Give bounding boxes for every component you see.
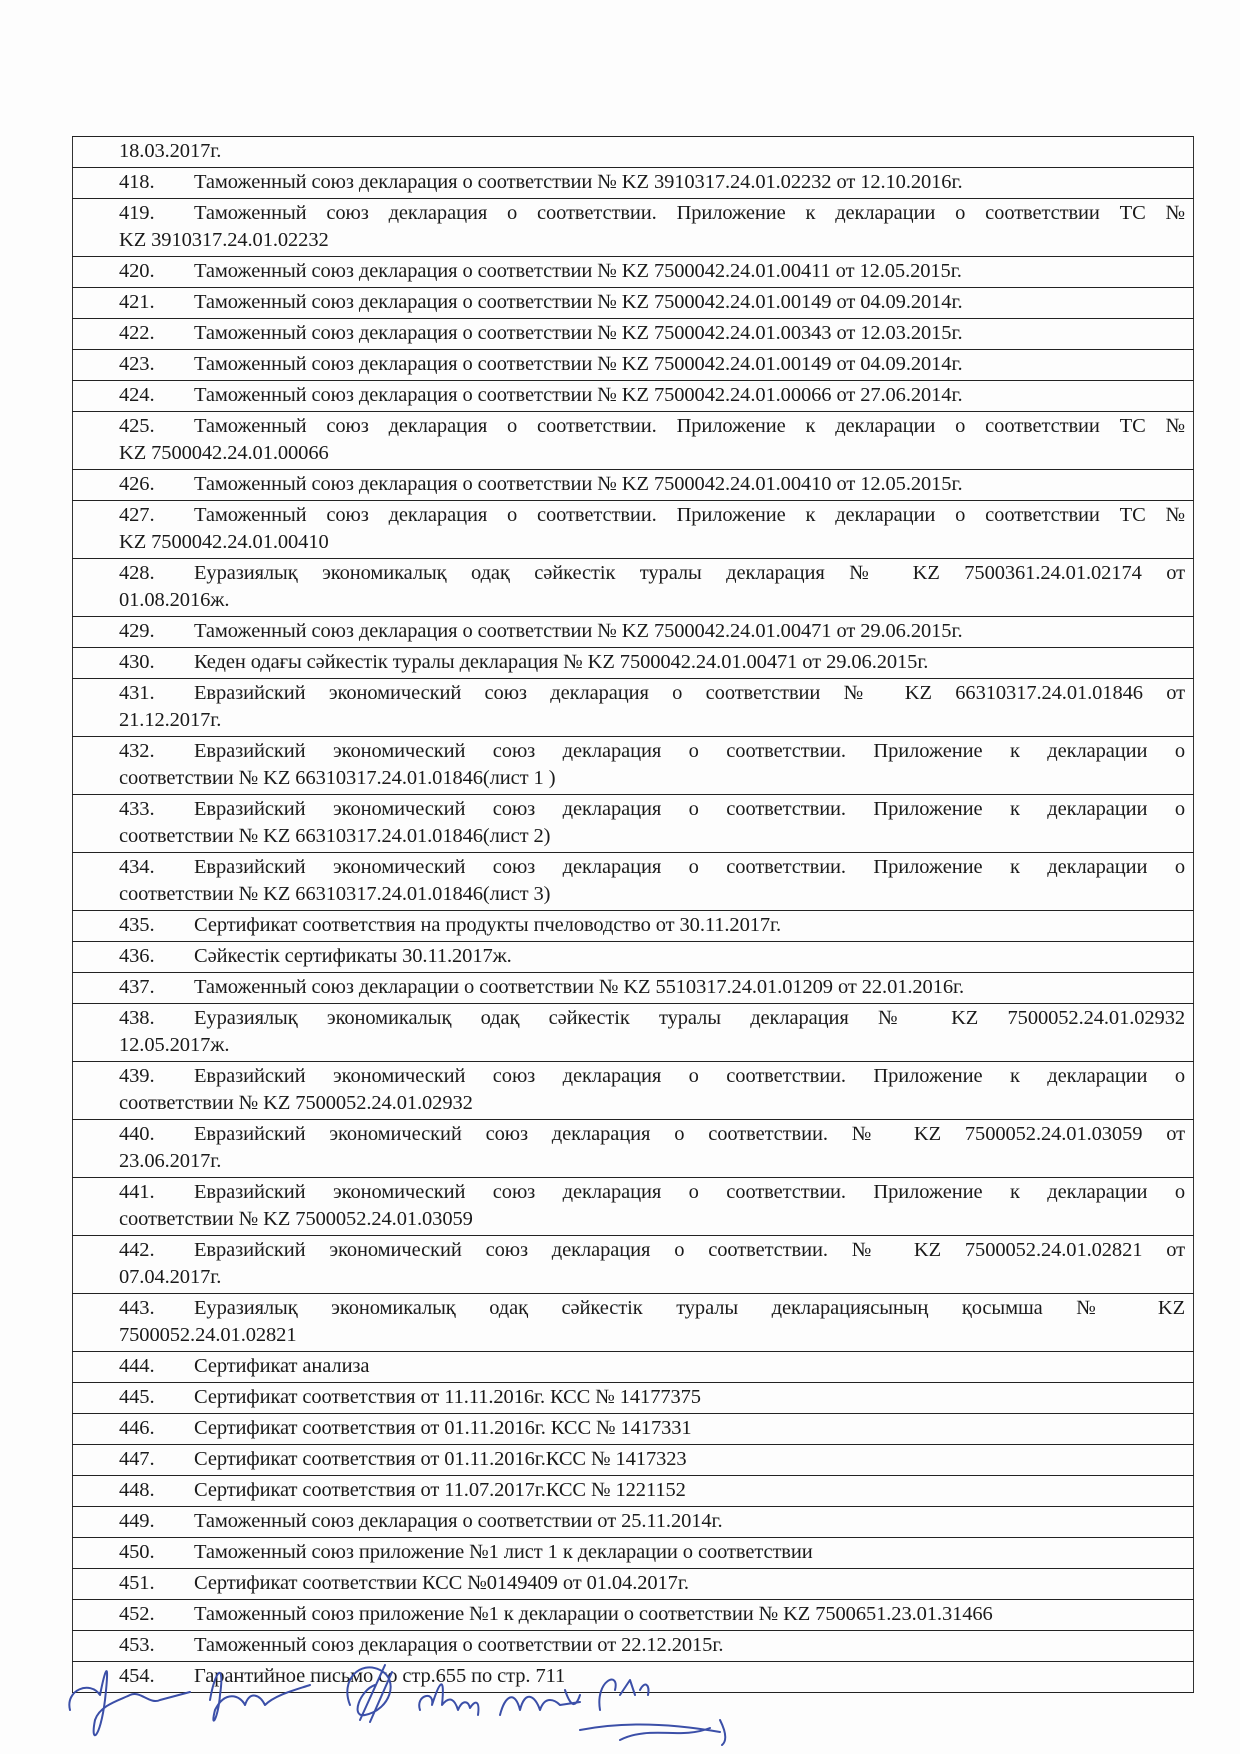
continuation-text: 18.03.2017г.	[119, 140, 222, 162]
row-text: Таможенный союз декларация о соответствии № KZ 7500042.24.01.00149 от 04.09.2014г.	[194, 291, 963, 313]
row-number: 422.	[119, 322, 155, 344]
table-row	[73, 795, 1194, 853]
row-cell	[73, 199, 1194, 257]
row-text: Гарантийное письмо со стр.655 по стр. 711	[194, 1665, 566, 1687]
row-text-continuation: соответствии № KZ 7500052.24.01.02932	[119, 1092, 473, 1114]
row-text-continuation: KZ 3910317.24.01.02232	[119, 229, 329, 251]
table-row	[73, 1062, 1194, 1120]
row-text: Таможенный союз декларация о соответствии. Приложение к декларации о соответствии ТС №	[194, 504, 1185, 526]
row-number: 425.	[119, 415, 155, 437]
row-text: Таможенный союз декларация о соответствии № KZ 7500042.24.01.00066 от 27.06.2014г.	[194, 384, 963, 406]
row-line-1	[119, 974, 1185, 1001]
row-text-continuation: 23.06.2017г.	[119, 1150, 222, 1172]
table-row	[73, 381, 1194, 412]
row-number: 445.	[119, 1386, 155, 1408]
row-text: Сертификат соответствия на продукты пчеловодство от 30.11.2017г.	[194, 914, 782, 936]
row-text: Сертификат соответствия от 01.11.2016г. КСС № 1417331	[194, 1417, 692, 1439]
row-line-1	[119, 471, 1185, 498]
row-text-continuation: KZ 7500042.24.01.00066	[119, 442, 329, 464]
signature-6	[580, 1680, 725, 1745]
row-line-1	[119, 1570, 1185, 1597]
row-line-1	[119, 200, 1185, 227]
table-row	[73, 1414, 1194, 1445]
row-line-1	[119, 1121, 1185, 1148]
row-number: 433.	[119, 798, 155, 820]
table-row	[73, 1476, 1194, 1507]
table-row	[73, 1383, 1194, 1414]
row-text: Таможенный союз декларация о соответствии от 22.12.2015г.	[194, 1634, 724, 1656]
row-number: 440.	[119, 1123, 155, 1145]
row-text: Евразийский экономический союз декларация о соответствии. Приложение к декларации о	[194, 798, 1185, 820]
row-text: Евразийский экономический союз декларация о соответствии. Приложение к декларации о	[194, 856, 1185, 878]
signature-5	[500, 1690, 580, 1715]
row-line-1	[119, 912, 1185, 939]
row-number: 438.	[119, 1007, 155, 1029]
row-line-1	[119, 382, 1185, 409]
row-line-1	[119, 1353, 1185, 1380]
row-line-1	[119, 1508, 1185, 1535]
row-number: 427.	[119, 504, 155, 526]
row-number: 432.	[119, 740, 155, 762]
row-cell	[73, 1445, 1194, 1476]
row-number: 436.	[119, 945, 155, 967]
row-text-continuation: 7500052.24.01.02821	[119, 1324, 297, 1346]
row-number: 420.	[119, 260, 155, 282]
table-row	[73, 1445, 1194, 1476]
table-row	[73, 350, 1194, 381]
row-text: Евразийский экономический союз декларация о соответствии. Приложение к декларации о	[194, 1065, 1185, 1087]
row-line-1	[119, 1295, 1185, 1322]
row-line-1	[119, 1063, 1185, 1090]
signature-4	[419, 1684, 478, 1715]
row-text: Таможенный союз приложение №1 лист 1 к декларации о соответствии	[194, 1541, 813, 1563]
row-line-1	[119, 560, 1185, 587]
row-cell	[73, 288, 1194, 319]
table-row	[73, 911, 1194, 942]
row-line-1	[119, 943, 1185, 970]
row-cell	[73, 381, 1194, 412]
row-line-1	[119, 796, 1185, 823]
row-cell	[73, 501, 1194, 559]
row-number: 429.	[119, 620, 155, 642]
table-row	[73, 319, 1194, 350]
row-cell	[73, 1294, 1194, 1352]
table-row	[73, 648, 1194, 679]
row-number: 454.	[119, 1665, 155, 1687]
row-line-1	[119, 1446, 1185, 1473]
row-number: 444.	[119, 1355, 155, 1377]
row-cell	[73, 911, 1194, 942]
row-line-1	[119, 1005, 1185, 1032]
row-text: Таможенный союз декларация о соответствии № KZ 7500042.24.01.00471 от 29.06.2015г.	[194, 620, 963, 642]
table-row	[73, 1507, 1194, 1538]
row-cell	[73, 1383, 1194, 1414]
row-text: Сәйкестік сертификаты 30.11.2017ж.	[194, 945, 512, 967]
row-text-continuation: соответствии № KZ 7500052.24.01.03059	[119, 1208, 473, 1230]
row-number: 452.	[119, 1603, 155, 1625]
row-cell	[73, 319, 1194, 350]
row-cell	[73, 1236, 1194, 1294]
table-row	[73, 559, 1194, 617]
row-line-1	[119, 1539, 1185, 1566]
row-number: 451.	[119, 1572, 155, 1594]
row-text-continuation: соответствии № KZ 66310317.24.01.01846(лист 1 )	[119, 767, 556, 789]
row-line-1	[119, 1179, 1185, 1206]
row-number: 426.	[119, 473, 155, 495]
row-text: Таможенный союз декларация о соответствии № KZ 7500042.24.01.00411 от 12.05.2015г.	[194, 260, 962, 282]
row-cell	[73, 942, 1194, 973]
row-cell	[73, 973, 1194, 1004]
row-text-continuation: 07.04.2017г.	[119, 1266, 222, 1288]
row-text-continuation: 01.08.2016ж.	[119, 589, 230, 611]
row-cell	[73, 350, 1194, 381]
row-number: 434.	[119, 856, 155, 878]
row-text-continuation: соответствии № KZ 66310317.24.01.01846(лист 2)	[119, 825, 551, 847]
table-row	[73, 1004, 1194, 1062]
continuation-row	[73, 137, 1194, 168]
table-row	[73, 942, 1194, 973]
row-text: Евразийский экономический союз декларация о соответствии. № KZ 7500052.24.01.02821 от	[194, 1239, 1185, 1261]
row-text: Евразийский экономический союз декларация о соответствии. Приложение к декларации о	[194, 1181, 1185, 1203]
table-row	[73, 1178, 1194, 1236]
table-row	[73, 501, 1194, 559]
table-row	[73, 853, 1194, 911]
row-cell	[73, 559, 1194, 617]
row-cell	[73, 1476, 1194, 1507]
row-cell	[73, 1004, 1194, 1062]
row-line-1	[119, 1384, 1185, 1411]
row-number: 421.	[119, 291, 155, 313]
row-cell	[73, 412, 1194, 470]
row-text: Еуразиялық экономикалық одақ сәйкестік туралы декларация № KZ 7500361.24.01.02174 от	[194, 562, 1185, 584]
row-cell	[73, 1414, 1194, 1445]
row-line-1	[119, 320, 1185, 347]
row-cell	[73, 1352, 1194, 1383]
row-number: 443.	[119, 1297, 155, 1319]
row-text: Сертификат соответствии КСС №0149409 от 01.04.2017г.	[194, 1572, 689, 1594]
row-text: Таможенный союз декларация о соответствии. Приложение к декларации о соответствии ТС №	[194, 415, 1185, 437]
table-row	[73, 973, 1194, 1004]
row-text: Сертификат соответствия от 11.11.2016г. КСС № 14177375	[194, 1386, 701, 1408]
row-line-1	[119, 169, 1185, 196]
row-line-1	[119, 413, 1185, 440]
row-text: Таможенный союз декларация о соответствии № KZ 7500042.24.01.00343 от 12.03.2015г.	[194, 322, 963, 344]
row-text-continuation: 21.12.2017г.	[119, 709, 222, 731]
table-row	[73, 257, 1194, 288]
row-cell	[73, 679, 1194, 737]
row-cell	[73, 1178, 1194, 1236]
row-number: 419.	[119, 202, 155, 224]
document-list-table	[72, 136, 1194, 1693]
row-number: 450.	[119, 1541, 155, 1563]
table-row	[73, 168, 1194, 199]
table-row	[73, 1352, 1194, 1383]
row-line-1	[119, 502, 1185, 529]
row-text: Евразийский экономический союз декларация о соответствии. № KZ 7500052.24.01.03059 от	[194, 1123, 1185, 1145]
row-line-1	[119, 351, 1185, 378]
signature-3	[347, 1665, 392, 1722]
row-line-1	[119, 1237, 1185, 1264]
document-page	[72, 136, 1194, 1693]
row-text-continuation: 12.05.2017ж.	[119, 1034, 230, 1056]
row-text: Таможенный союз декларация о соответствии № KZ 7500042.24.01.00410 от 12.05.2015г.	[194, 473, 963, 495]
row-text: Евразийский экономический союз декларация о соответствии № KZ 66310317.24.01.01846 от	[194, 682, 1185, 704]
row-text-continuation: KZ 7500042.24.01.00410	[119, 531, 329, 553]
row-line-1	[119, 1601, 1185, 1628]
table-row	[73, 1236, 1194, 1294]
row-number: 437.	[119, 976, 155, 998]
table-row	[73, 470, 1194, 501]
row-line-1	[119, 1477, 1185, 1504]
row-number: 418.	[119, 171, 155, 193]
table-row	[73, 1294, 1194, 1352]
row-text: Таможенный союз приложение №1 к декларации о соответствии № KZ 7500651.23.01.31466	[194, 1603, 993, 1625]
table-row	[73, 737, 1194, 795]
row-cell	[73, 1569, 1194, 1600]
row-text: Таможенный союз декларация о соответствии № KZ 7500042.24.01.00149 от 04.09.2014г.	[194, 353, 963, 375]
row-text: Еуразиялық экономикалық одақ сәйкестік туралы декларация № KZ 7500052.24.01.02932	[194, 1007, 1185, 1029]
signature-2	[210, 1673, 310, 1721]
row-line-1	[119, 649, 1185, 676]
row-number: 424.	[119, 384, 155, 406]
table-row	[73, 1120, 1194, 1178]
row-number: 423.	[119, 353, 155, 375]
row-line-1	[119, 289, 1185, 316]
row-cell	[73, 470, 1194, 501]
row-number: 428.	[119, 562, 155, 584]
row-text: Евразийский экономический союз декларация о соответствии. Приложение к декларации о	[194, 740, 1185, 762]
table-row	[73, 412, 1194, 470]
table-row	[73, 288, 1194, 319]
row-number: 447.	[119, 1448, 155, 1470]
row-text: Кеден одағы сәйкестік туралы декларация № KZ 7500042.24.01.00471 от 29.06.2015г.	[194, 651, 929, 673]
table-row	[73, 1569, 1194, 1600]
row-cell	[73, 1600, 1194, 1631]
row-line-1	[119, 618, 1185, 645]
row-line-1	[119, 1415, 1185, 1442]
row-text: Сертификат соответствия от 11.07.2017г.КСС № 1221152	[194, 1479, 686, 1501]
table-row	[73, 617, 1194, 648]
row-line-1	[119, 258, 1185, 285]
row-cell	[73, 257, 1194, 288]
row-cell	[73, 1507, 1194, 1538]
row-text: Таможенный союз декларация о соответствии от 25.11.2014г.	[194, 1510, 723, 1532]
row-text: Таможенный союз декларации о соответствии № KZ 5510317.24.01.01209 от 22.01.2016г.	[194, 976, 965, 998]
row-text: Еуразиялық экономикалық одақ сәйкестік туралы декларациясының қосымша № KZ	[194, 1297, 1185, 1319]
row-text: Таможенный союз декларация о соответствии № KZ 3910317.24.01.02232 от 12.10.2016г.	[194, 171, 963, 193]
row-number: 442.	[119, 1239, 155, 1261]
row-cell	[73, 1062, 1194, 1120]
signature-1	[69, 1671, 190, 1735]
row-text-continuation: соответствии № KZ 66310317.24.01.01846(лист 3)	[119, 883, 551, 905]
row-number: 453.	[119, 1634, 155, 1656]
row-number: 435.	[119, 914, 155, 936]
row-cell	[73, 737, 1194, 795]
row-line-1	[119, 680, 1185, 707]
signatures-block	[60, 1650, 960, 1750]
row-text: Сертификат анализа	[194, 1355, 370, 1377]
row-cell	[73, 617, 1194, 648]
row-number: 446.	[119, 1417, 155, 1439]
row-text: Таможенный союз декларация о соответствии. Приложение к декларации о соответствии ТС №	[194, 202, 1185, 224]
row-cell	[73, 795, 1194, 853]
table-row	[73, 1538, 1194, 1569]
row-cell	[73, 1120, 1194, 1178]
row-number: 431.	[119, 682, 155, 704]
row-line-1	[119, 854, 1185, 881]
row-text: Сертификат соответствия от 01.11.2016г.КСС № 1417323	[194, 1448, 687, 1470]
row-number: 448.	[119, 1479, 155, 1501]
row-cell	[73, 168, 1194, 199]
row-line-1	[119, 738, 1185, 765]
table-row	[73, 199, 1194, 257]
table-row	[73, 679, 1194, 737]
row-number: 439.	[119, 1065, 155, 1087]
row-cell	[73, 648, 1194, 679]
row-cell	[73, 853, 1194, 911]
table-row	[73, 1600, 1194, 1631]
row-number: 449.	[119, 1510, 155, 1532]
row-number: 441.	[119, 1181, 155, 1203]
row-cell	[73, 1538, 1194, 1569]
row-number: 430.	[119, 651, 155, 673]
